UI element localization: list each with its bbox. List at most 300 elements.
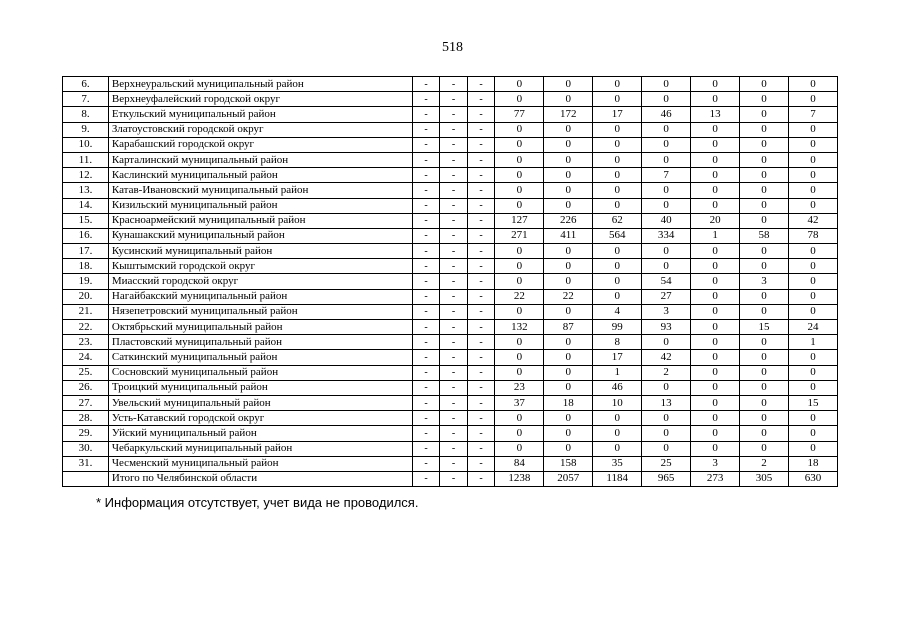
value-7: 0 (788, 198, 837, 213)
row-number: 31. (63, 456, 109, 471)
value-4: 42 (642, 350, 691, 365)
value-5: 0 (691, 77, 740, 92)
value-2: 0 (544, 137, 593, 152)
value-6: 0 (740, 411, 789, 426)
district-name: Карталинский муниципальный район (108, 152, 412, 167)
table-row (63, 335, 838, 350)
value-7: 0 (788, 289, 837, 304)
cell-a: - (412, 350, 440, 365)
value-1: 0 (495, 259, 544, 274)
table-row (63, 274, 838, 289)
value-5: 0 (691, 244, 740, 259)
value-5: 0 (691, 274, 740, 289)
value-4: 0 (642, 259, 691, 274)
value-2: 22 (544, 289, 593, 304)
district-name: Катав-Ивановский муниципальный район (108, 183, 412, 198)
cell-c: - (467, 122, 495, 137)
value-5: 3 (691, 456, 740, 471)
value-2: 0 (544, 198, 593, 213)
value-4: 0 (642, 426, 691, 441)
value-3: 8 (593, 335, 642, 350)
value-4: 0 (642, 137, 691, 152)
value-3: 46 (593, 380, 642, 395)
cell-a: - (412, 320, 440, 335)
row-number: 16. (63, 228, 109, 243)
row-number: 9. (63, 122, 109, 137)
row-number: 23. (63, 335, 109, 350)
district-name: Чебаркульский муниципальный район (108, 441, 412, 456)
value-6: 0 (740, 244, 789, 259)
row-number: 19. (63, 274, 109, 289)
value-2: 0 (544, 122, 593, 137)
value-6: 58 (740, 228, 789, 243)
value-3: 10 (593, 395, 642, 410)
value-3: 0 (593, 441, 642, 456)
value-2: 0 (544, 77, 593, 92)
value-6: 0 (740, 304, 789, 319)
row-number: 8. (63, 107, 109, 122)
table-row (63, 92, 838, 107)
district-name: Верхнеуральский муниципальный район (108, 77, 412, 92)
value-6: 0 (740, 92, 789, 107)
cell-b: - (440, 168, 468, 183)
value-4: 0 (642, 411, 691, 426)
district-name: Нагайбакский муниципальный район (108, 289, 412, 304)
value-4: 0 (642, 198, 691, 213)
value-4: 0 (642, 122, 691, 137)
value-3: 1184 (593, 471, 642, 486)
cell-c: - (467, 274, 495, 289)
cell-b: - (440, 395, 468, 410)
cell-a: - (412, 259, 440, 274)
value-3: 0 (593, 152, 642, 167)
row-number: 18. (63, 259, 109, 274)
value-2: 0 (544, 350, 593, 365)
value-2: 0 (544, 92, 593, 107)
value-4: 0 (642, 380, 691, 395)
value-3: 0 (593, 137, 642, 152)
row-number: 26. (63, 380, 109, 395)
value-1: 0 (495, 350, 544, 365)
value-7: 0 (788, 350, 837, 365)
value-7: 15 (788, 395, 837, 410)
value-6: 0 (740, 335, 789, 350)
value-6: 0 (740, 259, 789, 274)
value-7: 0 (788, 259, 837, 274)
cell-a: - (412, 92, 440, 107)
value-6: 0 (740, 350, 789, 365)
value-4: 0 (642, 152, 691, 167)
table-row (63, 380, 838, 395)
row-number: 6. (63, 77, 109, 92)
value-7: 78 (788, 228, 837, 243)
row-number: 11. (63, 152, 109, 167)
value-4: 54 (642, 274, 691, 289)
cell-c: - (467, 380, 495, 395)
value-5: 0 (691, 441, 740, 456)
cell-c: - (467, 168, 495, 183)
value-5: 0 (691, 304, 740, 319)
value-1: 0 (495, 152, 544, 167)
value-1: 1238 (495, 471, 544, 486)
value-7: 0 (788, 152, 837, 167)
row-number: 21. (63, 304, 109, 319)
value-2: 18 (544, 395, 593, 410)
value-7: 0 (788, 274, 837, 289)
value-2: 0 (544, 426, 593, 441)
cell-c: - (467, 92, 495, 107)
cell-c: - (467, 198, 495, 213)
value-6: 0 (740, 152, 789, 167)
value-4: 13 (642, 395, 691, 410)
value-3: 0 (593, 426, 642, 441)
value-3: 99 (593, 320, 642, 335)
value-5: 20 (691, 213, 740, 228)
cell-b: - (440, 320, 468, 335)
row-number: 24. (63, 350, 109, 365)
value-1: 127 (495, 213, 544, 228)
value-5: 0 (691, 137, 740, 152)
cell-c: - (467, 471, 495, 486)
value-1: 0 (495, 335, 544, 350)
cell-b: - (440, 77, 468, 92)
value-2: 2057 (544, 471, 593, 486)
value-7: 0 (788, 92, 837, 107)
value-7: 0 (788, 183, 837, 198)
value-7: 0 (788, 122, 837, 137)
value-4: 25 (642, 456, 691, 471)
cell-b: - (440, 259, 468, 274)
value-6: 3 (740, 274, 789, 289)
district-name: Златоустовский городской округ (108, 122, 412, 137)
cell-c: - (467, 77, 495, 92)
value-4: 0 (642, 244, 691, 259)
cell-c: - (467, 137, 495, 152)
value-6: 0 (740, 426, 789, 441)
value-3: 0 (593, 274, 642, 289)
value-7: 18 (788, 456, 837, 471)
value-5: 13 (691, 107, 740, 122)
value-2: 0 (544, 335, 593, 350)
cell-a: - (412, 456, 440, 471)
table-row (63, 456, 838, 471)
value-7: 630 (788, 471, 837, 486)
value-3: 0 (593, 122, 642, 137)
value-5: 0 (691, 350, 740, 365)
cell-c: - (467, 320, 495, 335)
cell-a: - (412, 244, 440, 259)
value-2: 0 (544, 168, 593, 183)
cell-a: - (412, 183, 440, 198)
cell-b: - (440, 198, 468, 213)
value-5: 0 (691, 320, 740, 335)
cell-b: - (440, 304, 468, 319)
value-6: 0 (740, 365, 789, 380)
cell-c: - (467, 259, 495, 274)
cell-a: - (412, 395, 440, 410)
value-1: 0 (495, 365, 544, 380)
cell-b: - (440, 471, 468, 486)
value-3: 4 (593, 304, 642, 319)
table-row (63, 137, 838, 152)
value-1: 0 (495, 304, 544, 319)
value-7: 0 (788, 441, 837, 456)
value-7: 42 (788, 213, 837, 228)
row-number: 13. (63, 183, 109, 198)
row-number: 17. (63, 244, 109, 259)
row-number: 22. (63, 320, 109, 335)
row-number: 12. (63, 168, 109, 183)
value-7: 0 (788, 168, 837, 183)
cell-b: - (440, 152, 468, 167)
value-3: 0 (593, 77, 642, 92)
cell-b: - (440, 426, 468, 441)
cell-a: - (412, 77, 440, 92)
cell-b: - (440, 244, 468, 259)
cell-c: - (467, 335, 495, 350)
value-5: 273 (691, 471, 740, 486)
value-3: 0 (593, 259, 642, 274)
value-7: 0 (788, 244, 837, 259)
value-2: 158 (544, 456, 593, 471)
value-7: 7 (788, 107, 837, 122)
row-number: 25. (63, 365, 109, 380)
value-2: 0 (544, 244, 593, 259)
value-2: 0 (544, 365, 593, 380)
table-row (63, 107, 838, 122)
cell-b: - (440, 92, 468, 107)
row-number: 30. (63, 441, 109, 456)
cell-a: - (412, 228, 440, 243)
district-name: Пластовский муниципальный район (108, 335, 412, 350)
value-5: 0 (691, 122, 740, 137)
cell-a: - (412, 335, 440, 350)
table-row (63, 77, 838, 92)
value-2: 87 (544, 320, 593, 335)
row-number: 10. (63, 137, 109, 152)
row-number: 20. (63, 289, 109, 304)
value-4: 40 (642, 213, 691, 228)
value-3: 0 (593, 168, 642, 183)
district-name: Красноармейский муниципальный район (108, 213, 412, 228)
value-3: 0 (593, 289, 642, 304)
value-6: 0 (740, 441, 789, 456)
value-2: 0 (544, 259, 593, 274)
table-row (63, 426, 838, 441)
row-number: 15. (63, 213, 109, 228)
value-3: 1 (593, 365, 642, 380)
district-name: Октябрьский муниципальный район (108, 320, 412, 335)
value-1: 77 (495, 107, 544, 122)
value-5: 0 (691, 152, 740, 167)
district-name: Уйский муниципальный район (108, 426, 412, 441)
cell-c: - (467, 228, 495, 243)
district-name: Троицкий муниципальный район (108, 380, 412, 395)
table-row (63, 228, 838, 243)
value-1: 0 (495, 244, 544, 259)
cell-c: - (467, 395, 495, 410)
district-name: Карабашский городской округ (108, 137, 412, 152)
value-4: 0 (642, 441, 691, 456)
table-row (63, 183, 838, 198)
district-name: Итого по Челябинской области (108, 471, 412, 486)
cell-b: - (440, 441, 468, 456)
value-4: 7 (642, 168, 691, 183)
value-5: 0 (691, 92, 740, 107)
value-2: 0 (544, 304, 593, 319)
cell-b: - (440, 289, 468, 304)
value-4: 334 (642, 228, 691, 243)
table-row (63, 244, 838, 259)
value-7: 0 (788, 365, 837, 380)
cell-a: - (412, 168, 440, 183)
value-6: 305 (740, 471, 789, 486)
table-row (63, 411, 838, 426)
cell-b: - (440, 456, 468, 471)
value-3: 17 (593, 350, 642, 365)
value-2: 226 (544, 213, 593, 228)
value-1: 0 (495, 198, 544, 213)
table-row (63, 259, 838, 274)
table-row (63, 152, 838, 167)
value-1: 0 (495, 274, 544, 289)
row-number: 28. (63, 411, 109, 426)
cell-c: - (467, 350, 495, 365)
cell-b: - (440, 411, 468, 426)
value-5: 0 (691, 183, 740, 198)
total-row (63, 471, 838, 486)
value-4: 965 (642, 471, 691, 486)
cell-a: - (412, 289, 440, 304)
district-name: Кусинский муниципальный район (108, 244, 412, 259)
value-4: 46 (642, 107, 691, 122)
value-7: 0 (788, 304, 837, 319)
cell-a: - (412, 274, 440, 289)
value-3: 564 (593, 228, 642, 243)
cell-b: - (440, 213, 468, 228)
table-row (63, 441, 838, 456)
cell-a: - (412, 304, 440, 319)
value-7: 0 (788, 137, 837, 152)
value-4: 2 (642, 365, 691, 380)
value-1: 271 (495, 228, 544, 243)
value-4: 3 (642, 304, 691, 319)
cell-c: - (467, 152, 495, 167)
cell-a: - (412, 411, 440, 426)
table-row (63, 198, 838, 213)
value-1: 0 (495, 441, 544, 456)
value-3: 0 (593, 92, 642, 107)
value-6: 0 (740, 168, 789, 183)
value-6: 0 (740, 395, 789, 410)
table-body (63, 77, 838, 487)
row-number (63, 471, 109, 486)
cell-c: - (467, 304, 495, 319)
value-2: 0 (544, 411, 593, 426)
footnote: * Информация отсутствует, учет вида не проводился. (96, 495, 419, 510)
cell-a: - (412, 426, 440, 441)
value-3: 0 (593, 411, 642, 426)
value-6: 0 (740, 122, 789, 137)
value-1: 0 (495, 183, 544, 198)
cell-c: - (467, 411, 495, 426)
value-5: 0 (691, 380, 740, 395)
cell-a: - (412, 365, 440, 380)
district-name: Еткульский муниципальный район (108, 107, 412, 122)
value-6: 0 (740, 289, 789, 304)
cell-c: - (467, 426, 495, 441)
value-6: 0 (740, 137, 789, 152)
value-4: 0 (642, 77, 691, 92)
cell-a: - (412, 122, 440, 137)
value-7: 24 (788, 320, 837, 335)
district-name: Верхнеуфалейский городской округ (108, 92, 412, 107)
cell-b: - (440, 137, 468, 152)
value-6: 0 (740, 77, 789, 92)
cell-a: - (412, 152, 440, 167)
value-4: 27 (642, 289, 691, 304)
district-name: Нязепетровский муниципальный район (108, 304, 412, 319)
value-1: 0 (495, 122, 544, 137)
value-5: 0 (691, 259, 740, 274)
cell-b: - (440, 122, 468, 137)
value-1: 37 (495, 395, 544, 410)
district-name: Сосновский муниципальный район (108, 365, 412, 380)
value-1: 0 (495, 168, 544, 183)
district-name: Миасский городской округ (108, 274, 412, 289)
value-2: 0 (544, 152, 593, 167)
cell-b: - (440, 350, 468, 365)
value-1: 22 (495, 289, 544, 304)
value-7: 0 (788, 77, 837, 92)
cell-b: - (440, 365, 468, 380)
cell-b: - (440, 228, 468, 243)
cell-a: - (412, 107, 440, 122)
value-2: 411 (544, 228, 593, 243)
table-row (63, 304, 838, 319)
row-number: 29. (63, 426, 109, 441)
value-1: 0 (495, 137, 544, 152)
value-5: 0 (691, 289, 740, 304)
value-6: 2 (740, 456, 789, 471)
cell-c: - (467, 213, 495, 228)
value-3: 35 (593, 456, 642, 471)
value-1: 0 (495, 426, 544, 441)
district-name: Каслинский муниципальный район (108, 168, 412, 183)
district-name: Чесменский муниципальный район (108, 456, 412, 471)
cell-c: - (467, 183, 495, 198)
value-5: 0 (691, 168, 740, 183)
row-number: 7. (63, 92, 109, 107)
value-1: 0 (495, 77, 544, 92)
value-2: 172 (544, 107, 593, 122)
cell-b: - (440, 183, 468, 198)
table-row (63, 289, 838, 304)
value-5: 0 (691, 426, 740, 441)
cell-a: - (412, 380, 440, 395)
data-table (62, 76, 838, 487)
row-number: 14. (63, 198, 109, 213)
table-row (63, 168, 838, 183)
value-4: 0 (642, 183, 691, 198)
table-row (63, 395, 838, 410)
value-6: 0 (740, 183, 789, 198)
cell-b: - (440, 380, 468, 395)
value-6: 15 (740, 320, 789, 335)
district-name: Кунашакский муниципальный район (108, 228, 412, 243)
value-4: 93 (642, 320, 691, 335)
cell-b: - (440, 274, 468, 289)
